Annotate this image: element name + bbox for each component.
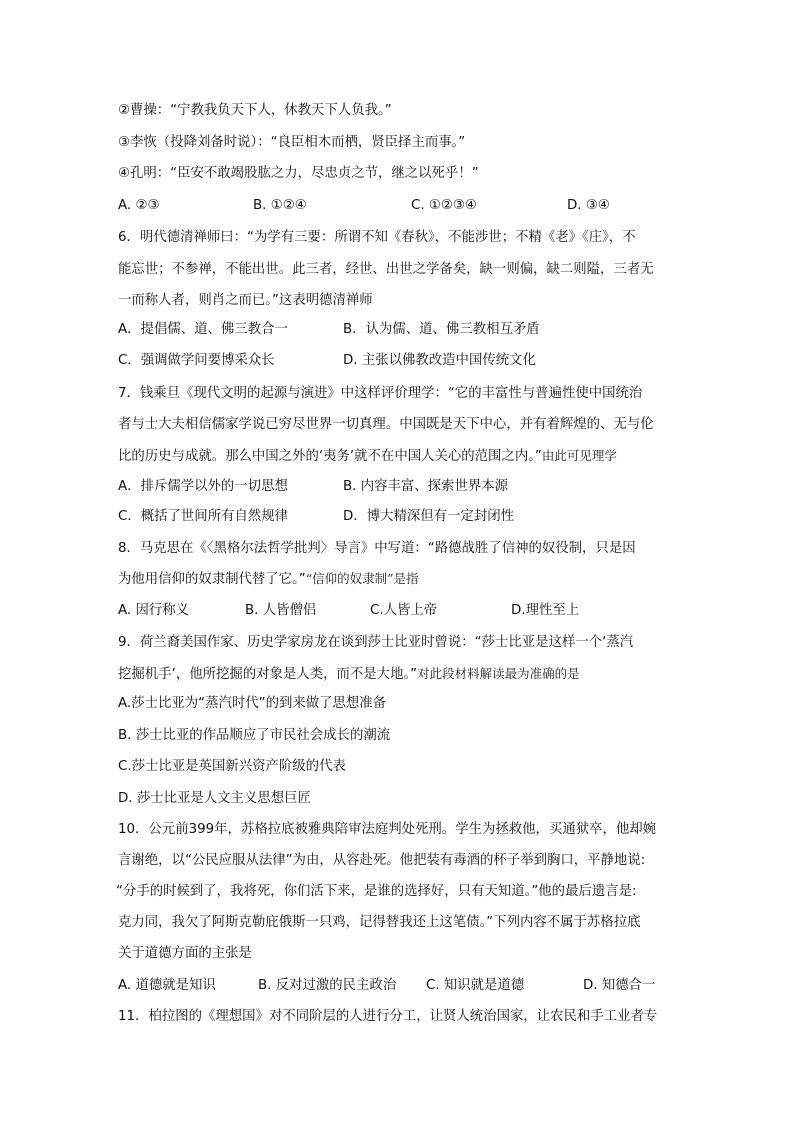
text-span: 挖掘机手’，他所挖掘的对象是人类，而不是大地。” [118,667,418,682]
text-span: 比的历史与成就。那么中国之外的‘夷务’就不在中国人关心的范围之内。” [118,449,542,464]
text-span: 为他用信仰的奴隶制代替了它。” [118,572,306,587]
text-line: ②曹操：“宁教我负天下人，休教天下人负我。” [118,103,392,118]
option-b: B．认为儒、道、佛三教相互矛盾 [343,322,540,337]
option-d: D．博大精深但有一定封闭性 [343,509,514,524]
text-line [118,664,678,685]
option-d: D. 知德合一 [583,978,656,993]
text-span-small: 对此段材料解读最为准确的是 [417,666,580,681]
option-b: B. 反对过激的民主政治 [258,978,397,993]
option-b: B. 莎士比亚的作品顺应了市民社会成长的潮流 [118,728,391,743]
text-span-small: “信仰的奴隶制”是指 [305,571,419,586]
option-c: C. 知识就是道德 [426,978,525,993]
question-10: 10．公元前399年，苏格拉底被雅典陪审法庭判处死刑。学生为拯救他，买通狱卒，他却婉 [118,822,657,837]
option-d: D. 主张以佛教改造中国传统文化 [343,353,536,368]
text-line: 一而称人者，则肖之而已。”这表明德清禅师 [118,293,373,308]
question-8: 8．马克思在《〈黑格尔法哲学批判〉导言》中写道：“路德战胜了信神的奴役制，只是因 [118,541,636,556]
option-d: D. 莎士比亚是人文主义思想巨匠 [118,791,311,806]
question-11: 11．柏拉图的《理想国》对不同阶层的人进行分工，让贤人统治国家，让农民和手工业者专 [118,1009,658,1024]
text-line [118,446,678,467]
text-line: “分手的时候到了，我将死，你们活下来，是谁的选择好，只有天知道。”他的最后遗言是: [116,884,637,899]
option-b: B. 人皆僧侣 [245,603,317,618]
text-line: 能忘世；不参禅，不能出世。此三者，经世、出世之学备矣，缺一则偏，缺二则隘，三者无 [118,262,654,277]
text-span-small: 由此可见理学 [541,448,617,463]
option-c: C.莎士比亚是英国新兴资产阶级的代表 [118,759,346,774]
option-c: C. ①②③④ [411,198,477,213]
text-line: 克力同，我欠了阿斯克勒庇俄斯一只鸡，记得替我还上这笔债。”下列内容不属于苏格拉底 [118,915,641,930]
option-d: D.理性至上 [511,603,580,618]
text-line: 言谢绝，以“公民应服从法律”为由，从容赴死。他把装有毒酒的杯子举到胸口，平静地说: [118,853,646,868]
option-b: B. ①②④ [253,198,307,213]
option-c: C．概括了世间所有自然规律 [118,509,289,524]
text-line [118,569,678,590]
option-c: C.人皆上帝 [370,603,438,618]
option-a: A. ②③ [118,198,160,213]
question-6: 6．明代德清禅师曰：“为学有三要：所谓不知《春秋》，不能涉世；不精《老》《庄》，不 [118,230,636,245]
option-a: A．提倡儒、道、佛三教合一 [118,322,288,337]
question-9: 9．荷兰裔美国作家、历史学家房龙在谈到莎士比亚时曾说：“莎士比亚是这样一个‘蒸汽 [118,635,634,650]
option-a: A. 道德就是知识 [118,978,216,993]
option-b: B. 内容丰富、探索世界本源 [343,479,508,494]
option-a: A. 因行称义 [118,603,189,618]
text-line: ④孔明：“臣安不敢竭股肱之力，尽忠贞之节，继之以死乎！” [118,166,479,181]
option-a: A.莎士比亚为“蒸汽时代”的到来做了思想准备 [118,696,387,711]
option-a: A．排斥儒学以外的一切思想 [118,479,288,494]
option-d: D. ③④ [567,198,610,213]
text-line: 者与士大夫相信儒家学说已穷尽世界一切真理。中国既是天下中心，并有着辉煌的、无与伦 [118,417,654,432]
question-7: 7．钱乘旦《现代文明的起源与演进》中这样评价理学：“它的丰富性与普遍性使中国统治 [118,386,643,401]
text-line: 关于道德方面的主张是 [118,946,252,961]
text-line: ③李恢（投降刘备时说）：“良臣相木而栖，贤臣择主而事。” [118,135,466,150]
option-c: C．强调做学问要博采众长 [118,353,275,368]
